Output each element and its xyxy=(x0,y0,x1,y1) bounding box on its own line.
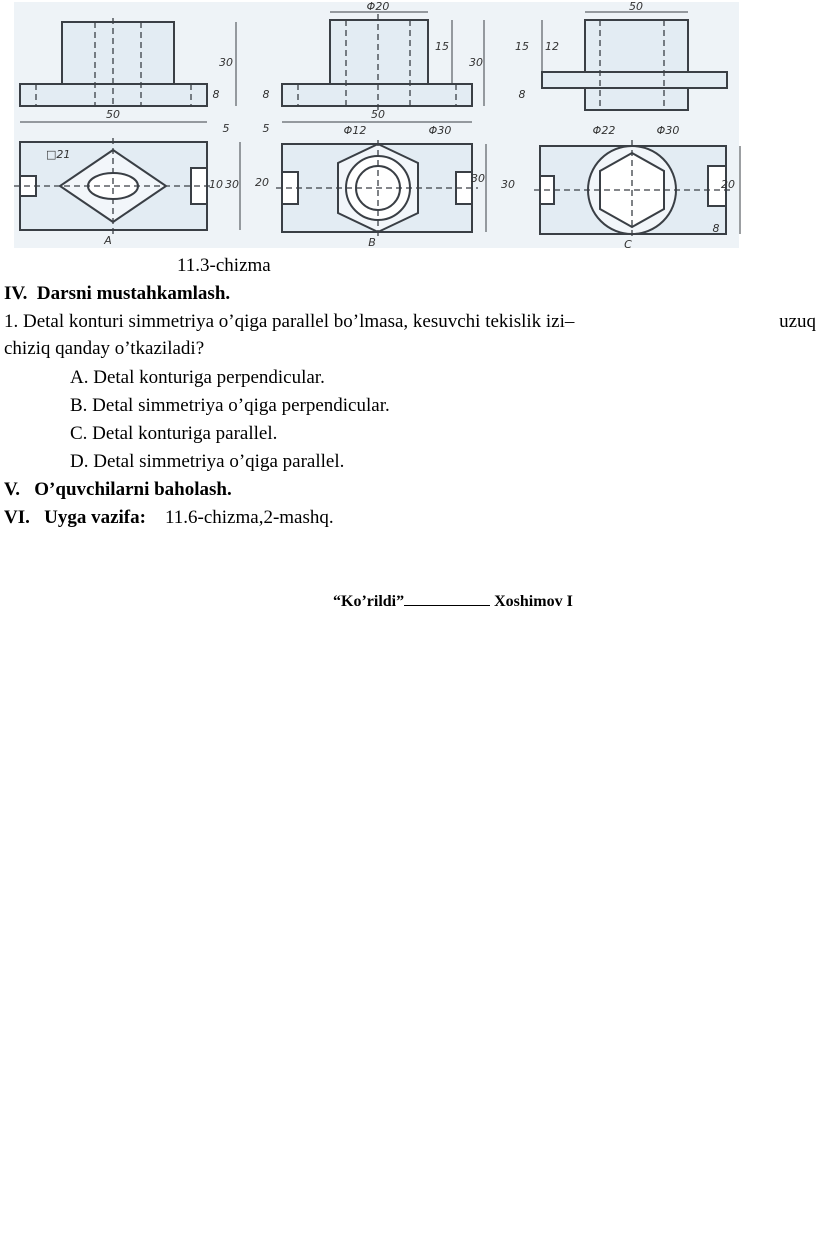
section-6-heading xyxy=(4,506,334,530)
dim-c-dia30: Φ30 xyxy=(656,124,680,137)
dim-b-h20: 20 xyxy=(255,176,269,189)
dim-c-h12: 12 xyxy=(545,40,559,53)
signature-name: Xoshimov I xyxy=(494,593,573,610)
dim-c-h15: 15 xyxy=(515,40,529,53)
question-1-line-2: chiziq qanday o’tkaziladi? xyxy=(4,338,205,359)
dim-c-base: 8 xyxy=(518,88,526,101)
section-5-heading xyxy=(4,478,232,502)
dim-c-plan30: 30 xyxy=(501,178,515,191)
dim-a-slot-h: 10 xyxy=(209,178,223,191)
dim-a-square: □21 xyxy=(46,148,71,161)
view-label-a: A xyxy=(104,234,112,247)
section-6-title: Uyga vazifa: xyxy=(44,507,146,528)
dim-b-dia30: Φ30 xyxy=(428,124,452,137)
question-1-line-1-end: uzuq xyxy=(779,311,816,332)
dim-b-h30: 30 xyxy=(469,56,483,69)
section-5-title: O’quvchilarni baholash. xyxy=(34,479,232,500)
view-a-front-top xyxy=(62,22,174,84)
dim-c-h20: 20 xyxy=(721,178,735,191)
question-1-line-1: 1. Detal konturi simmetriya o’qiga parallel bo’lmasa, kesuvchi tekislik izi– xyxy=(4,311,575,332)
dim-a-slot: 5 xyxy=(222,122,230,135)
signature-line xyxy=(333,590,573,614)
technical-drawing-figure xyxy=(0,0,816,252)
section-5-number: V. xyxy=(4,479,21,500)
answer-option-d: D. Detal simmetriya o’qiga parallel. xyxy=(70,451,345,472)
section-4-number: IV. xyxy=(4,283,28,304)
dim-c-slot8: 8 xyxy=(712,222,720,235)
dim-b-base: 8 xyxy=(262,88,270,101)
dim-a-total-h: 30 xyxy=(225,178,239,191)
dim-b-slot: 5 xyxy=(262,122,270,135)
dim-c-dia22: Φ22 xyxy=(592,124,616,137)
dim-c-width: 50 xyxy=(629,0,643,13)
signature-label: “Ko’rildi” xyxy=(333,593,405,610)
answer-option-a: A. Detal konturiga perpendicular. xyxy=(70,367,325,388)
dim-b-dia12: Φ12 xyxy=(343,124,367,137)
view-label-c: C xyxy=(624,238,632,251)
signature-blank xyxy=(404,591,490,606)
answer-option-b: B. Detal simmetriya o’qiga perpendicular. xyxy=(70,395,390,416)
drawing-svg xyxy=(0,0,816,252)
answer-option-c: C. Detal konturiga parallel. xyxy=(70,423,278,444)
view-c-front-mid xyxy=(542,72,727,88)
view-b-front-top xyxy=(330,20,428,84)
dim-b-width: 50 xyxy=(371,108,385,121)
section-4-heading xyxy=(4,282,230,306)
dim-a-base: 8 xyxy=(212,88,220,101)
dim-a-width: 50 xyxy=(106,108,120,121)
dim-b-plan30: 30 xyxy=(471,172,485,185)
dim-b-dia-top: Φ20 xyxy=(366,0,390,13)
section-6-text: 11.6-chizma,2-mashq. xyxy=(164,507,334,528)
dim-b-h15: 15 xyxy=(435,40,449,53)
figure-caption: 11.3-chizma xyxy=(177,255,271,276)
section-4-title: Darsni mustahkamlash. xyxy=(36,283,231,304)
view-b-front-base xyxy=(282,84,472,106)
view-label-b: B xyxy=(368,236,376,249)
section-6-number: VI. xyxy=(4,507,30,528)
dim-a-height: 30 xyxy=(219,56,233,69)
